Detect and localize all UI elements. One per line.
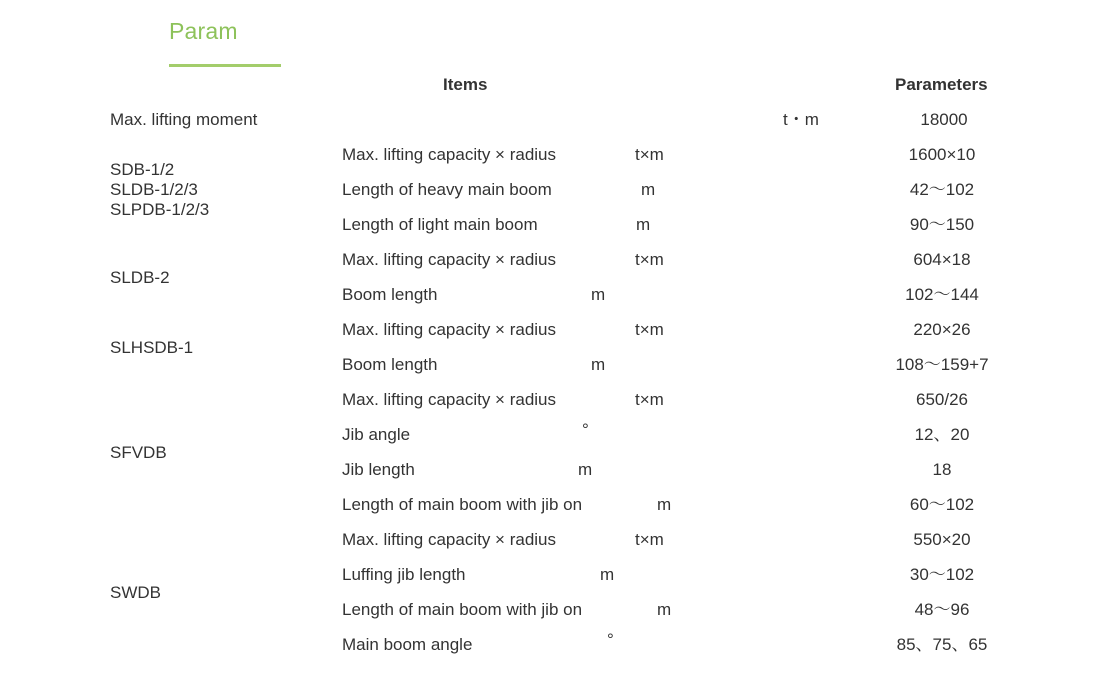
row-unit: t・m	[783, 110, 819, 129]
row-value: 90～150	[909, 215, 975, 234]
row-value: 85、75、65	[896, 635, 988, 654]
row-value: 650/26	[916, 390, 968, 409]
row-item: Max. lifting capacity × radius	[342, 145, 557, 164]
row-item: Boom length	[342, 355, 438, 374]
row-value: 42～102	[909, 180, 975, 199]
page-title: Param	[169, 18, 238, 44]
page-title-block	[169, 14, 281, 68]
row-item: Length of main boom with jib on	[342, 600, 583, 619]
row-item: Max. lifting capacity × radius	[342, 390, 557, 409]
row-item: Length of heavy main boom	[342, 180, 552, 199]
row-item: Boom length	[342, 285, 438, 304]
row-item: Jib angle	[342, 425, 411, 444]
row-unit: m	[657, 600, 672, 619]
row-item: Max. lifting capacity × radius	[342, 250, 557, 269]
row-unit: m	[636, 215, 651, 234]
row-unit: t×m	[635, 530, 664, 549]
row-value: 18000	[920, 110, 968, 129]
row-unit: m	[641, 180, 656, 199]
group-name-swdb: SWDB	[110, 583, 161, 602]
row-value: 604×18	[913, 250, 971, 269]
row-unit: °	[607, 630, 614, 649]
row-value: 60～102	[909, 495, 975, 514]
row-item: Luffing jib length	[342, 565, 466, 584]
row-unit: m	[591, 355, 606, 374]
row-value: 1600×10	[908, 145, 976, 164]
group-name-sldb-2: SLDB-2	[110, 268, 170, 287]
column-header-parameters: Parameters	[895, 75, 988, 94]
row-unit: °	[582, 420, 589, 439]
group-name-slhsdb-1: SLHSDB-1	[110, 338, 194, 357]
row-unit: t×m	[635, 320, 664, 339]
row-value: 220×26	[913, 320, 971, 339]
row-value: 102～144	[905, 285, 979, 304]
row-item: Jib length	[342, 460, 415, 479]
row-label-max-lifting-moment: Max. lifting moment	[110, 110, 258, 129]
group-name-sdb-line-1: SDB-1/2	[110, 160, 175, 179]
title-underline	[169, 64, 281, 67]
row-unit: t×m	[635, 390, 664, 409]
row-item: Length of light main boom	[342, 215, 538, 234]
row-unit: m	[578, 460, 593, 479]
row-value: 48～96	[914, 600, 970, 619]
row-value: 108～159+7	[895, 355, 989, 374]
row-value: 18	[932, 460, 952, 479]
row-unit: m	[657, 495, 672, 514]
group-name-sfvdb: SFVDB	[110, 443, 167, 462]
group-name-sdb-line-2: SLDB-1/2/3	[110, 180, 198, 199]
row-unit: m	[600, 565, 615, 584]
row-item: Max. lifting capacity × radius	[342, 530, 557, 549]
row-unit: m	[591, 285, 606, 304]
row-value: 550×20	[913, 530, 971, 549]
row-item: Main boom angle	[342, 635, 473, 654]
row-item: Length of main boom with jib on	[342, 495, 583, 514]
row-unit: t×m	[635, 250, 664, 269]
row-value: 30～102	[909, 565, 975, 584]
row-value: 12、20	[914, 425, 970, 444]
row-item: Max. lifting capacity × radius	[342, 320, 557, 339]
column-header-items: Items	[443, 75, 488, 94]
group-name-sdb-line-3: SLPDB-1/2/3	[110, 200, 210, 219]
row-unit: t×m	[635, 145, 664, 164]
